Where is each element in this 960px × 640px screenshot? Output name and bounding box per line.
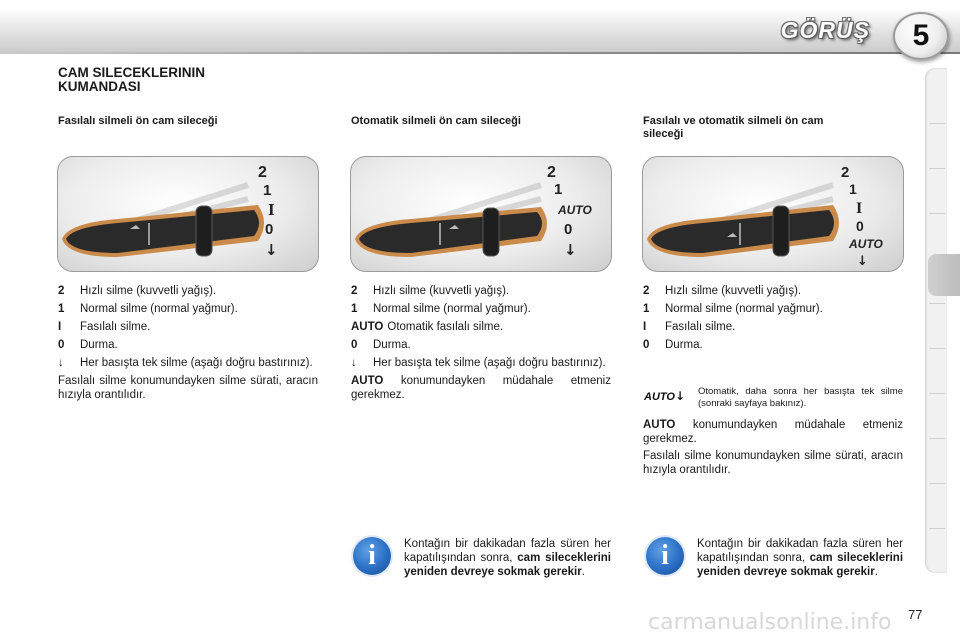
list-item: 2 Hızlı silme (kuvvetli yağış). bbox=[58, 285, 217, 297]
list-item: 1 Normal silme (normal yağmur). bbox=[58, 303, 238, 315]
column-1-list bbox=[58, 284, 318, 402]
list-item: 2 Hızlı silme (kuvvetli yağış). bbox=[351, 285, 510, 297]
list-item: ↓ Her basışta tek silme (aşağı doğru bastırınız). bbox=[351, 357, 606, 369]
page-number: 77 bbox=[908, 607, 923, 622]
list-item: 0 Durma. bbox=[643, 339, 703, 351]
info-icon: i bbox=[646, 537, 684, 575]
lever-label-I: I bbox=[856, 200, 863, 217]
list-item: 0 Durma. bbox=[58, 339, 118, 351]
column-2-heading: Otomatik silmeli ön cam sileceği bbox=[351, 115, 521, 127]
chapter-tab-strip bbox=[925, 68, 947, 573]
down-arrow-icon: ↓ bbox=[564, 241, 577, 259]
list-item: I Fasılalı silme. bbox=[643, 321, 736, 333]
list-item: 1 Normal silme (normal yağmur). bbox=[643, 303, 823, 315]
down-arrow-icon: ↓ bbox=[674, 389, 686, 403]
wiper-lever-illustration bbox=[643, 157, 903, 271]
chapter-badge bbox=[893, 12, 949, 60]
list-item: 2 Hızlı silme (kuvvetli yağış). bbox=[643, 285, 802, 297]
auto-press-badge: AUTO↓ bbox=[644, 389, 686, 403]
column-2-info-note: Kontağın bir dakikadan fazla süren her kapatılışından sonra, cam sileceklerini yeniden devreye sokmak gerekir. bbox=[404, 538, 611, 578]
list-item: 1 Normal silme (normal yağmur). bbox=[351, 303, 531, 315]
column-3-paragraph-2: Fasılalı silme konumundayken silme sürati, aracın hızıyla orantılıdır. bbox=[643, 450, 903, 476]
column-2-paragraph: AUTO konumundayken müdahale etmeniz gerekmez. bbox=[351, 375, 611, 401]
lever-label-1: 1 bbox=[554, 181, 563, 198]
lever-label-auto: AUTO bbox=[558, 203, 592, 217]
lever-label-2: 2 bbox=[258, 164, 267, 181]
lever-label-1: 1 bbox=[263, 182, 272, 199]
list-item: 0 Durma. bbox=[351, 339, 411, 351]
lever-label-0: 0 bbox=[856, 218, 864, 234]
wiper-lever-image-1 bbox=[57, 156, 319, 272]
list-item: AUTO Otomatik fasılalı silme. bbox=[351, 321, 504, 333]
column-1-paragraph: Fasılalı silme konumundayken silme sürati, aracın hızıyla orantılıdır. bbox=[58, 375, 318, 401]
wiper-lever-image-3 bbox=[642, 156, 904, 272]
lever-label-auto: AUTO bbox=[849, 237, 883, 251]
info-icon: i bbox=[353, 537, 391, 575]
down-arrow-icon: ↓ bbox=[857, 254, 868, 269]
lever-label-0: 0 bbox=[265, 221, 274, 238]
list-item: I Fasılalı silme. bbox=[58, 321, 151, 333]
column-1-heading: Fasılalı silmeli ön cam sileceği bbox=[58, 115, 218, 127]
column-3-paragraphs bbox=[643, 418, 903, 477]
wiper-lever-image-2 bbox=[350, 156, 612, 272]
lever-label-0: 0 bbox=[564, 221, 573, 238]
watermark: carmanualsonline.info bbox=[648, 610, 892, 635]
column-3-list bbox=[643, 284, 903, 353]
auto-press-note: Otomatik, daha sonra her basışta tek silme (sonraki sayfaya bakınız). bbox=[698, 386, 903, 409]
wiper-lever-illustration bbox=[351, 157, 611, 271]
wiper-lever-illustration bbox=[58, 157, 318, 271]
chapter-title: GÖRÜŞ bbox=[780, 17, 870, 43]
column-2-list bbox=[351, 284, 611, 402]
section-title: CAM SILECEKLERININ KUMANDASI bbox=[58, 65, 206, 94]
chapter-tab-active[interactable] bbox=[928, 254, 960, 296]
list-item: ↓ Her basışta tek silme (aşağı doğru bastırınız). bbox=[58, 357, 313, 369]
column-3-paragraph: AUTO konumundayken müdahale etmeniz gerekmez. bbox=[643, 419, 903, 445]
column-3-heading: Fasılalı ve otomatik silmeli ön cam sileceği bbox=[643, 115, 824, 140]
lever-label-2: 2 bbox=[841, 164, 850, 181]
lever-label-2: 2 bbox=[547, 164, 556, 181]
down-arrow-icon: ↓ bbox=[265, 241, 278, 259]
chapter-number: 5 bbox=[912, 19, 930, 52]
lever-label-1: 1 bbox=[849, 181, 857, 197]
lever-label-I: I bbox=[268, 200, 275, 219]
column-3-info-note: Kontağın bir dakikadan fazla süren her kapatılışından sonra, cam sileceklerini yeniden devreye sokmak gerekir. bbox=[697, 538, 904, 578]
